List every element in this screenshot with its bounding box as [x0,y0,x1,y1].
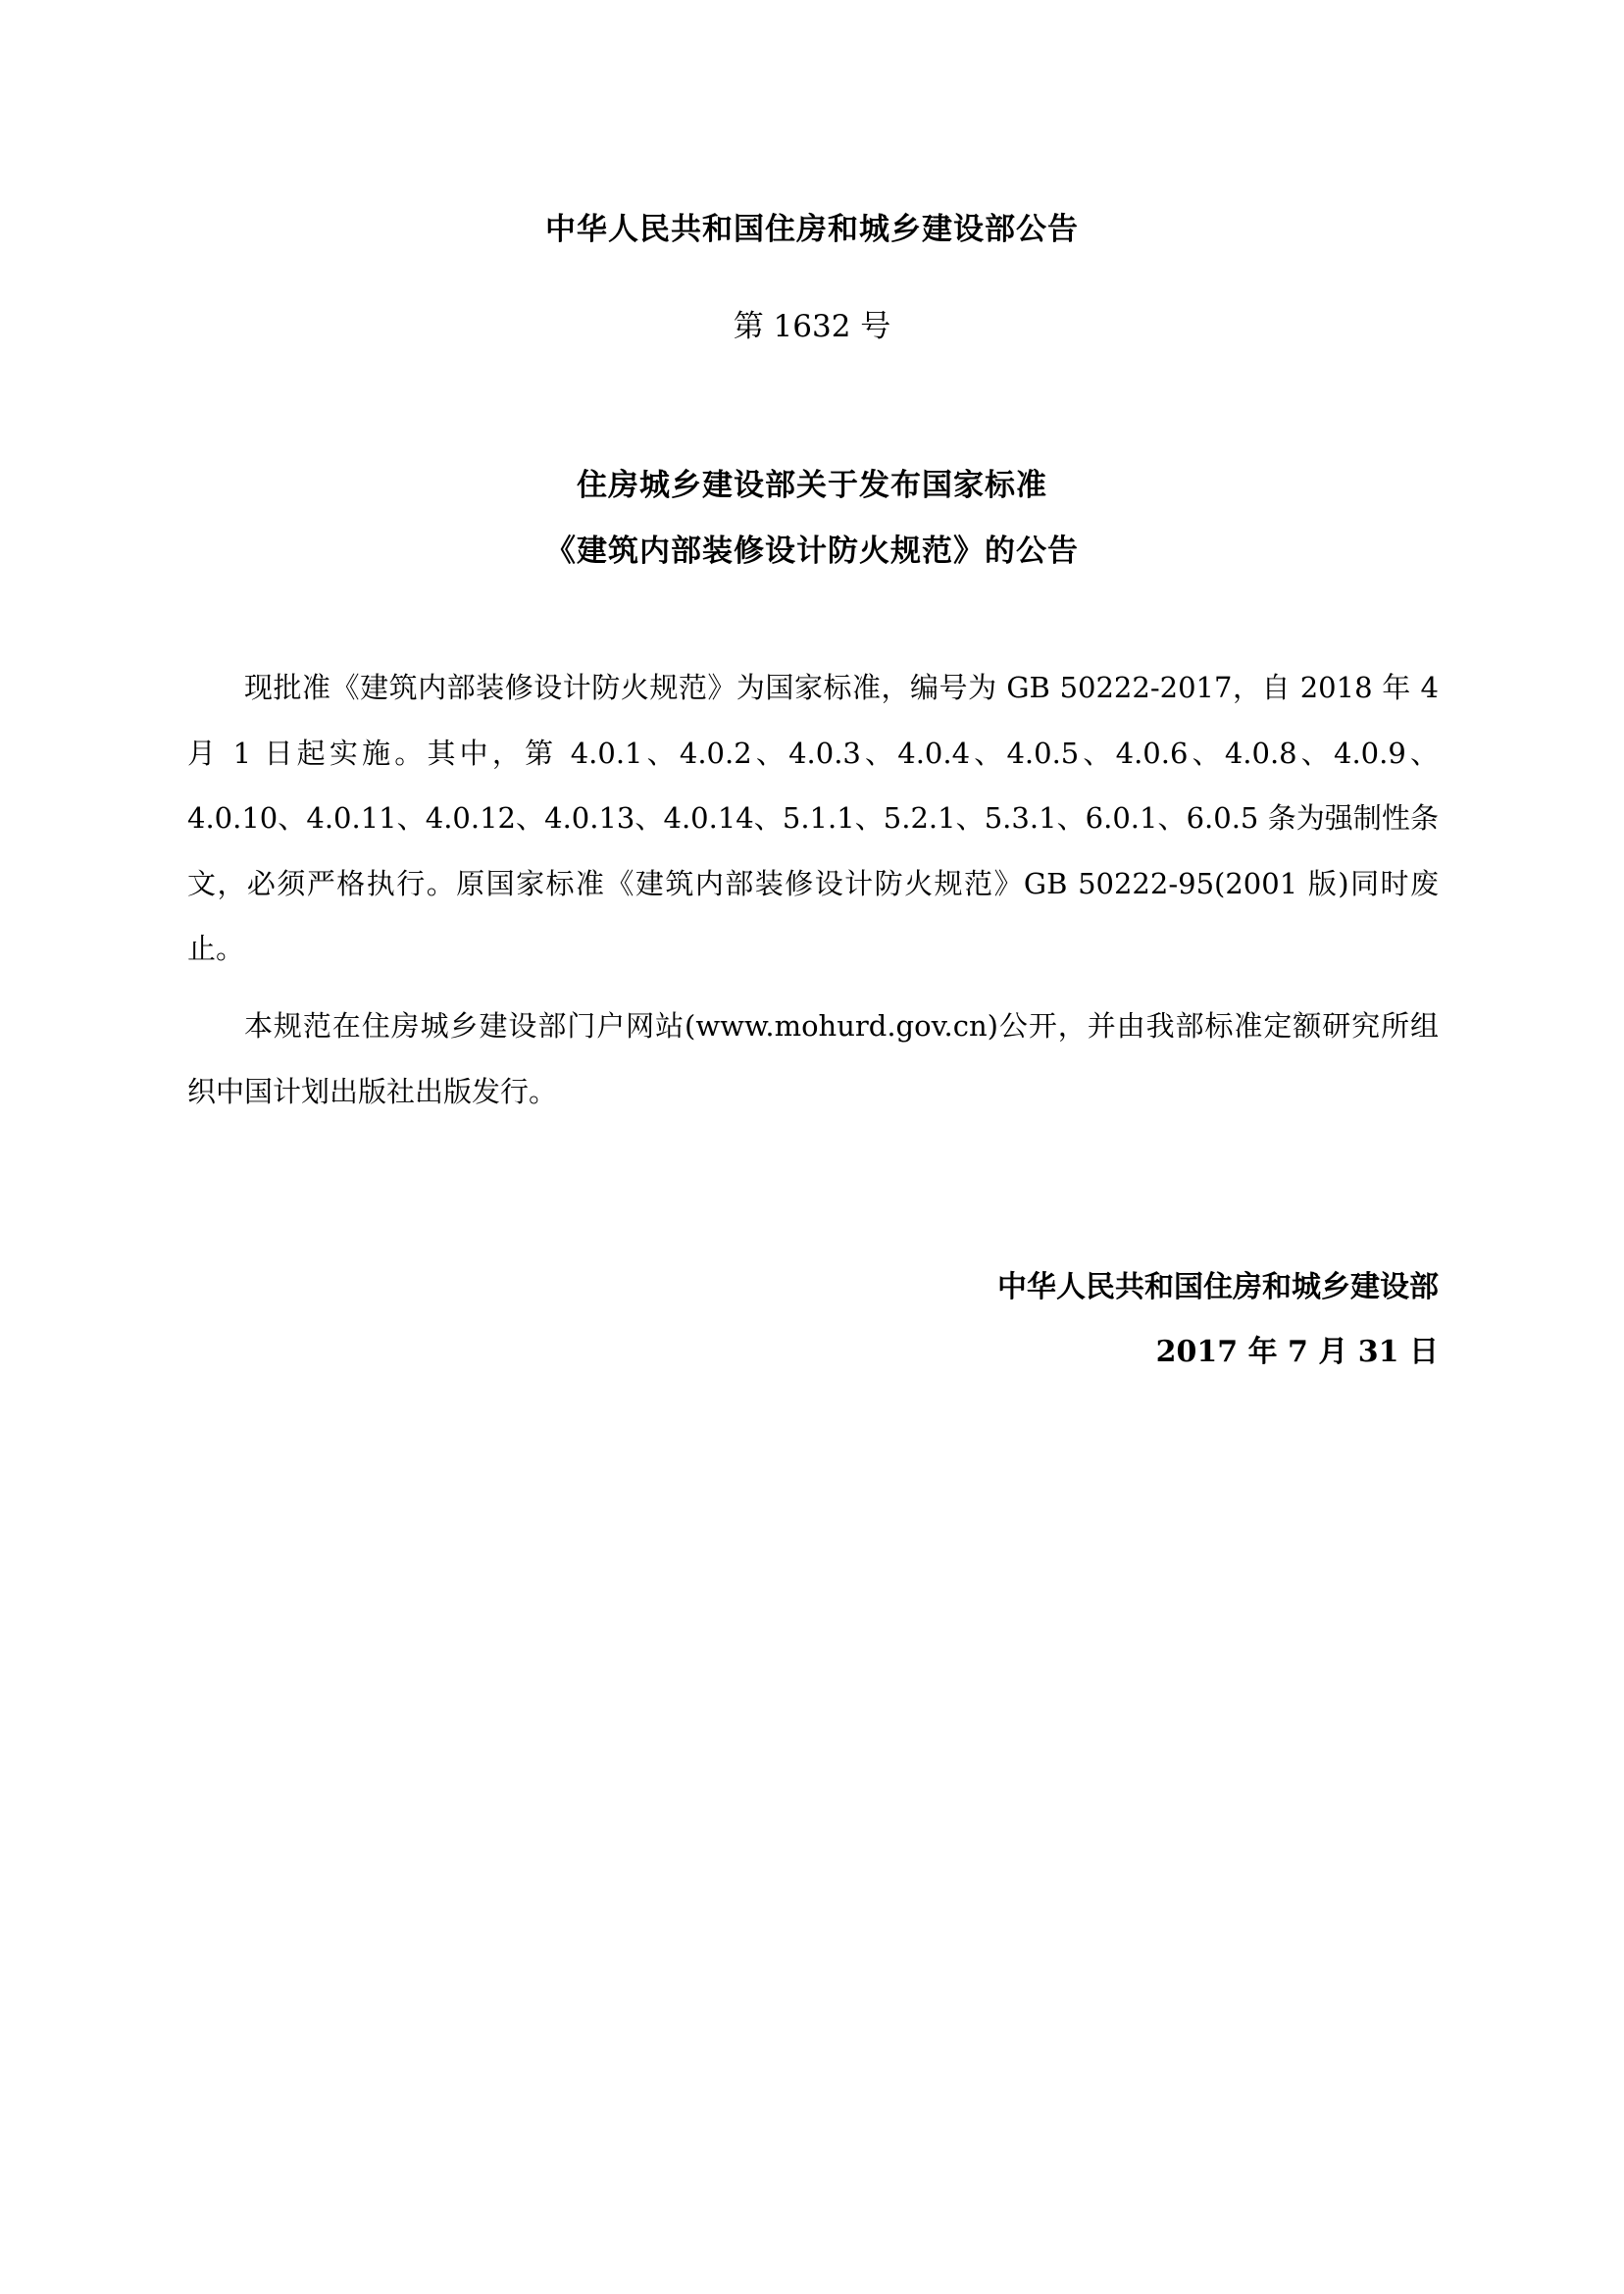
signature-date: 2017 年 7 月 31 日 [1155,1335,1439,1369]
announcement-number: 第 1632 号 [733,309,891,344]
body-paragraph-2: 本规范在住房城乡建设部门户网站(www.mohurd.gov.cn)公开，并由我部标准定额研究所组织中国计划出版社出版发行。 [187,1009,1439,1108]
body-paragraph-1: 现批准《建筑内部装修设计防火规范》为国家标准，编号为 GB 50222-2017，自 2018 年 4 月 1 日起实施。其中，第 4.0.1、4.0.2、4.0.3、4.0.4、4.0.5、4.0.6、4.0.8、4.0.9、4.0.10、4.0.11、4.0.12、4.0.13、4.0.14、5.1.1、5.2.1、5.3.1、6.0.1、6.0.5 条为强制性条文，必须严格执行。原国家标准《建筑内部装修设计防火规范》GB 50222-95(2001 版)同时废止。 [187,671,1439,965]
signature-issuer: 中华人民共和国住房和城乡建设部 [997,1270,1439,1304]
announcement-title-line-2: 《建筑内部装修设计防火规范》的公告 [545,534,1079,569]
announcement-title-line-1: 住房城乡建设部关于发布国家标准 [577,468,1047,503]
issuer-heading: 中华人民共和国住房和城乡建设部公告 [545,212,1079,247]
